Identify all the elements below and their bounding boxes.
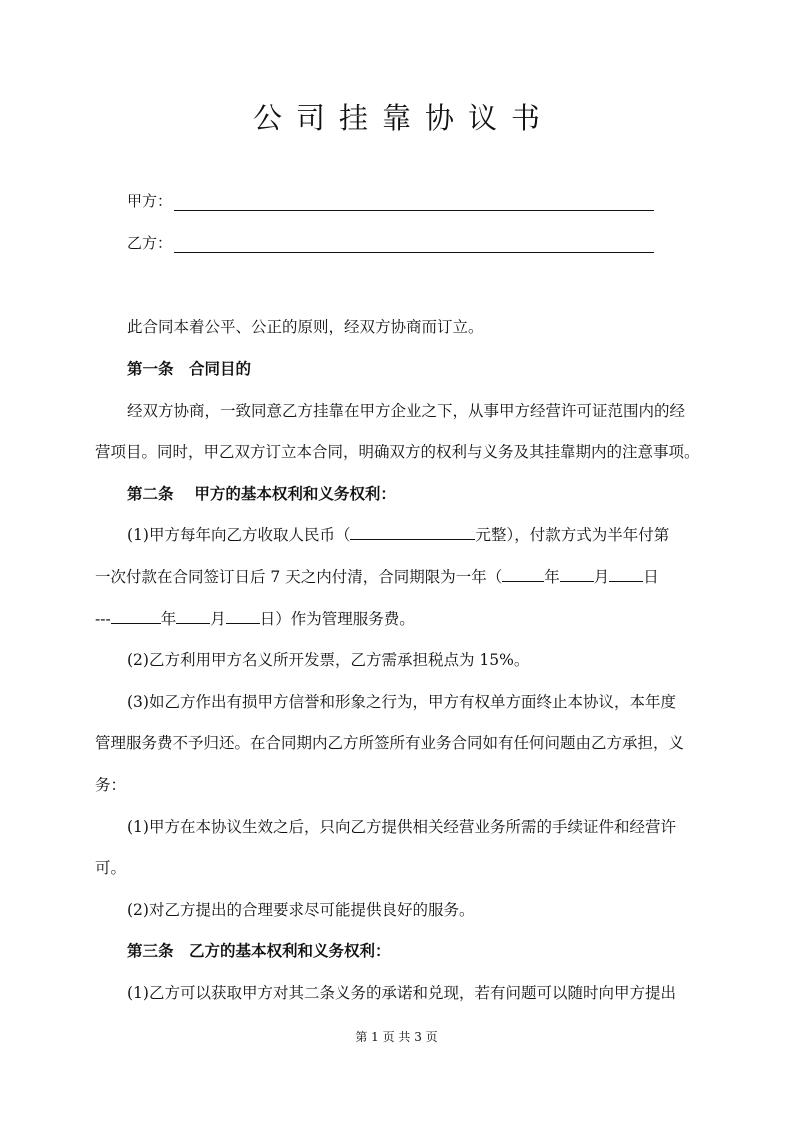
year-blank-2 bbox=[111, 609, 161, 624]
article2-item1-line1 bbox=[127, 523, 737, 545]
article2-obligation1-line2: 可。 bbox=[95, 859, 127, 877]
day-blank-2 bbox=[226, 609, 260, 624]
article2-item3-line2: 管理服务费不予归还。在合同期内乙方所签所有业务合同如有任何问题由乙方承担，义 bbox=[95, 734, 685, 752]
party-a-blank-line bbox=[174, 194, 654, 211]
article3-item1-line1: (1)乙方可以获取甲方对其二条义务的承诺和兑现，若有问题可以随时向甲方提出 bbox=[127, 984, 676, 1002]
article2-item1-line2 bbox=[95, 565, 705, 587]
amount-blank bbox=[350, 525, 475, 540]
article2-item3-line1: (3)如乙方作出有损甲方信誉和形象之行为，甲方有权单方面终止本协议，本年度 bbox=[127, 693, 676, 711]
day-label-2: 日）作为管理服务费。 bbox=[259, 610, 415, 628]
item1-line2-text: 一次付款在合同签订日后 7 天之内付清，合同期限为一年（ bbox=[95, 568, 503, 586]
item1-suffix: 元整），付款方式为半年付第 bbox=[475, 526, 670, 544]
month-label-2: 月 bbox=[210, 610, 226, 628]
article3-heading: 第三条 乙方的基本权利和义务权利： bbox=[127, 942, 391, 960]
party-b-blank-line bbox=[174, 236, 654, 253]
document-title: 公司挂靠协议书 bbox=[252, 101, 554, 135]
day-blank-1 bbox=[609, 567, 643, 582]
dash-prefix: --- bbox=[95, 610, 111, 628]
intro-paragraph: 此合同本着公平、公正的原则，经双方协商而订立。 bbox=[127, 318, 484, 336]
month-blank-2 bbox=[176, 609, 210, 624]
year-label-1: 年 bbox=[544, 568, 560, 586]
article2-obligation2: (2)对乙方提出的合理要求尽可能提供良好的服务。 bbox=[127, 901, 475, 919]
article2-item3-line3: 务： bbox=[95, 776, 127, 794]
article1-text-line2: 营项目。同时，甲乙双方订立本合同，明确双方的权利与义务及其挂靠期内的注意事项。 bbox=[95, 443, 700, 461]
article1-heading: 第一条 合同目的 bbox=[127, 360, 252, 378]
item1-prefix: (1)甲方每年向乙方收取人民币（ bbox=[127, 526, 351, 544]
party-a-field bbox=[127, 190, 654, 211]
page-footer: 第 1 页 共 3 页 bbox=[355, 1030, 438, 1044]
article2-heading: 第二条 甲方的基本权利和义务权利： bbox=[127, 485, 396, 503]
party-a-label: 甲方： bbox=[127, 192, 173, 210]
day-label-1: 日 bbox=[643, 568, 659, 586]
month-blank-1 bbox=[560, 567, 594, 582]
article2-item2: (2)乙方利用甲方名义所开发票，乙方需承担税点为 15%。 bbox=[127, 651, 530, 669]
article1-text-line1: 经双方协商，一致同意乙方挂靠在甲方企业之下，从事甲方经营许可证范围内的经 bbox=[127, 402, 686, 420]
article2-obligation1-line1: (1)甲方在本协议生效之后，只向乙方提供相关经营业务所需的手续证件和经营许 bbox=[127, 818, 676, 836]
month-label-1: 月 bbox=[593, 568, 610, 586]
party-b-label: 乙方： bbox=[127, 234, 173, 252]
year-label-2: 年 bbox=[160, 610, 177, 628]
year-blank-1 bbox=[502, 567, 544, 582]
party-b-field bbox=[127, 232, 654, 253]
article2-item1-line3 bbox=[95, 607, 705, 629]
